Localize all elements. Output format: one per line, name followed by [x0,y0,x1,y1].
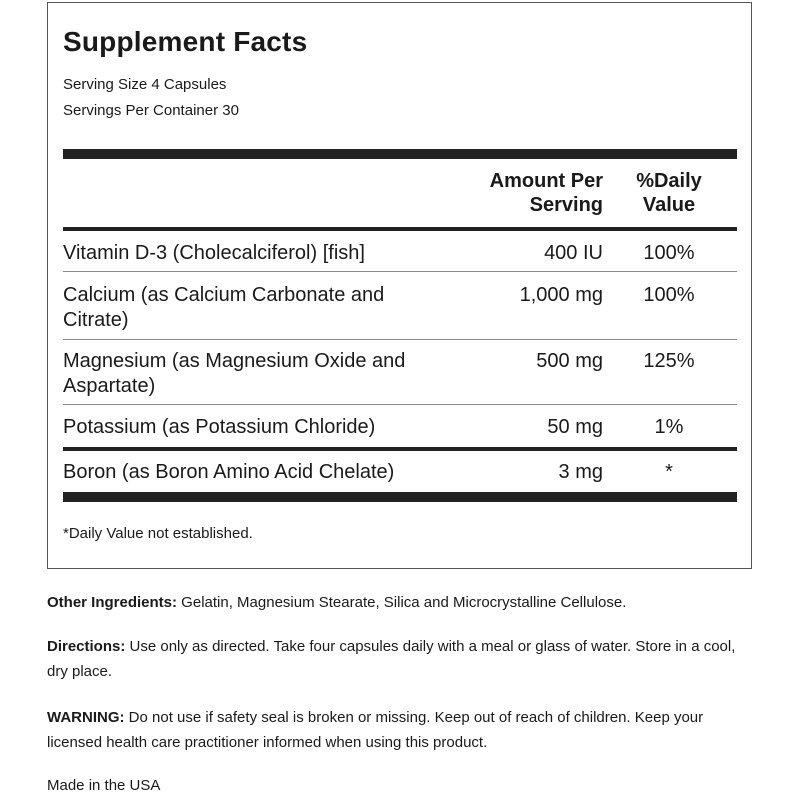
boron-divider-bar [63,447,737,451]
warning [47,705,747,755]
nutrient-daily-value: 125% [643,350,695,372]
nutrient-name: Potassium (as Potassium Chloride) [63,416,376,438]
directions-label: Directions: [47,638,126,655]
country-of-origin: Made in the USA [47,777,161,794]
supplement-facts-panel [47,2,752,569]
other-ingredients [47,590,747,615]
column-header-daily-value [616,169,722,217]
nutrient-daily-value: 100% [643,284,695,306]
column-header-amount-line2: Serving [529,194,603,216]
header-divider-bar [63,227,737,231]
nutrient-amount: 50 mg [547,416,603,438]
column-header-dv-line1: %Daily [636,170,702,192]
column-header-dv-line2: Value [642,194,696,216]
row-divider [63,339,737,340]
directions-text: Use only as directed. Take four capsules daily with a meal or glass of water. Store in a cool, dry place. [47,638,736,680]
nutrient-daily-value: * [665,461,673,483]
column-header-amount [468,169,603,217]
warning-label: WARNING: [47,709,125,726]
nutrient-name [63,349,473,399]
other-ingredients-text: Gelatin, Magnesium Stearate, Silica and Microcrystalline Cellulose. [177,594,627,611]
nutrient-name: Boron (as Boron Amino Acid Chelate) [63,461,395,483]
facts-title: Supplement Facts [63,26,308,57]
nutrient-daily-value: 100% [643,242,695,264]
row-divider [63,404,737,405]
nutrient-daily-value: 1% [654,416,684,438]
daily-value-footnote: *Daily Value not established. [63,525,253,542]
serving-size: Serving Size 4 Capsules [63,76,227,93]
nutrient-amount: 1,000 mg [519,284,603,306]
nutrient-amount: 500 mg [536,350,603,372]
column-header-amount-line1: Amount Per [489,170,603,192]
nutrient-amount: 3 mg [558,461,603,483]
other-ingredients-label: Other Ingredients: [47,594,178,611]
nutrient-name-line2: Citrate) [63,309,129,331]
warning-text: Do not use if safety seal is broken or missing. Keep out of reach of children. Keep your licensed health care practitioner informed when using this product. [47,709,704,751]
bottom-divider-bar [63,492,737,502]
nutrient-amount: 400 IU [544,242,603,264]
nutrient-name-line1: Magnesium (as Magnesium Oxide and [63,350,406,372]
nutrient-name [63,283,473,333]
nutrient-name-line2: Aspartate) [63,375,156,397]
top-divider-bar [63,149,737,159]
directions [47,634,747,684]
nutrient-name: Vitamin D-3 (Cholecalciferol) [fish] [63,242,365,264]
servings-per-container: Servings Per Container 30 [63,102,239,119]
row-divider [63,271,737,272]
nutrient-name-line1: Calcium (as Calcium Carbonate and [63,284,385,306]
